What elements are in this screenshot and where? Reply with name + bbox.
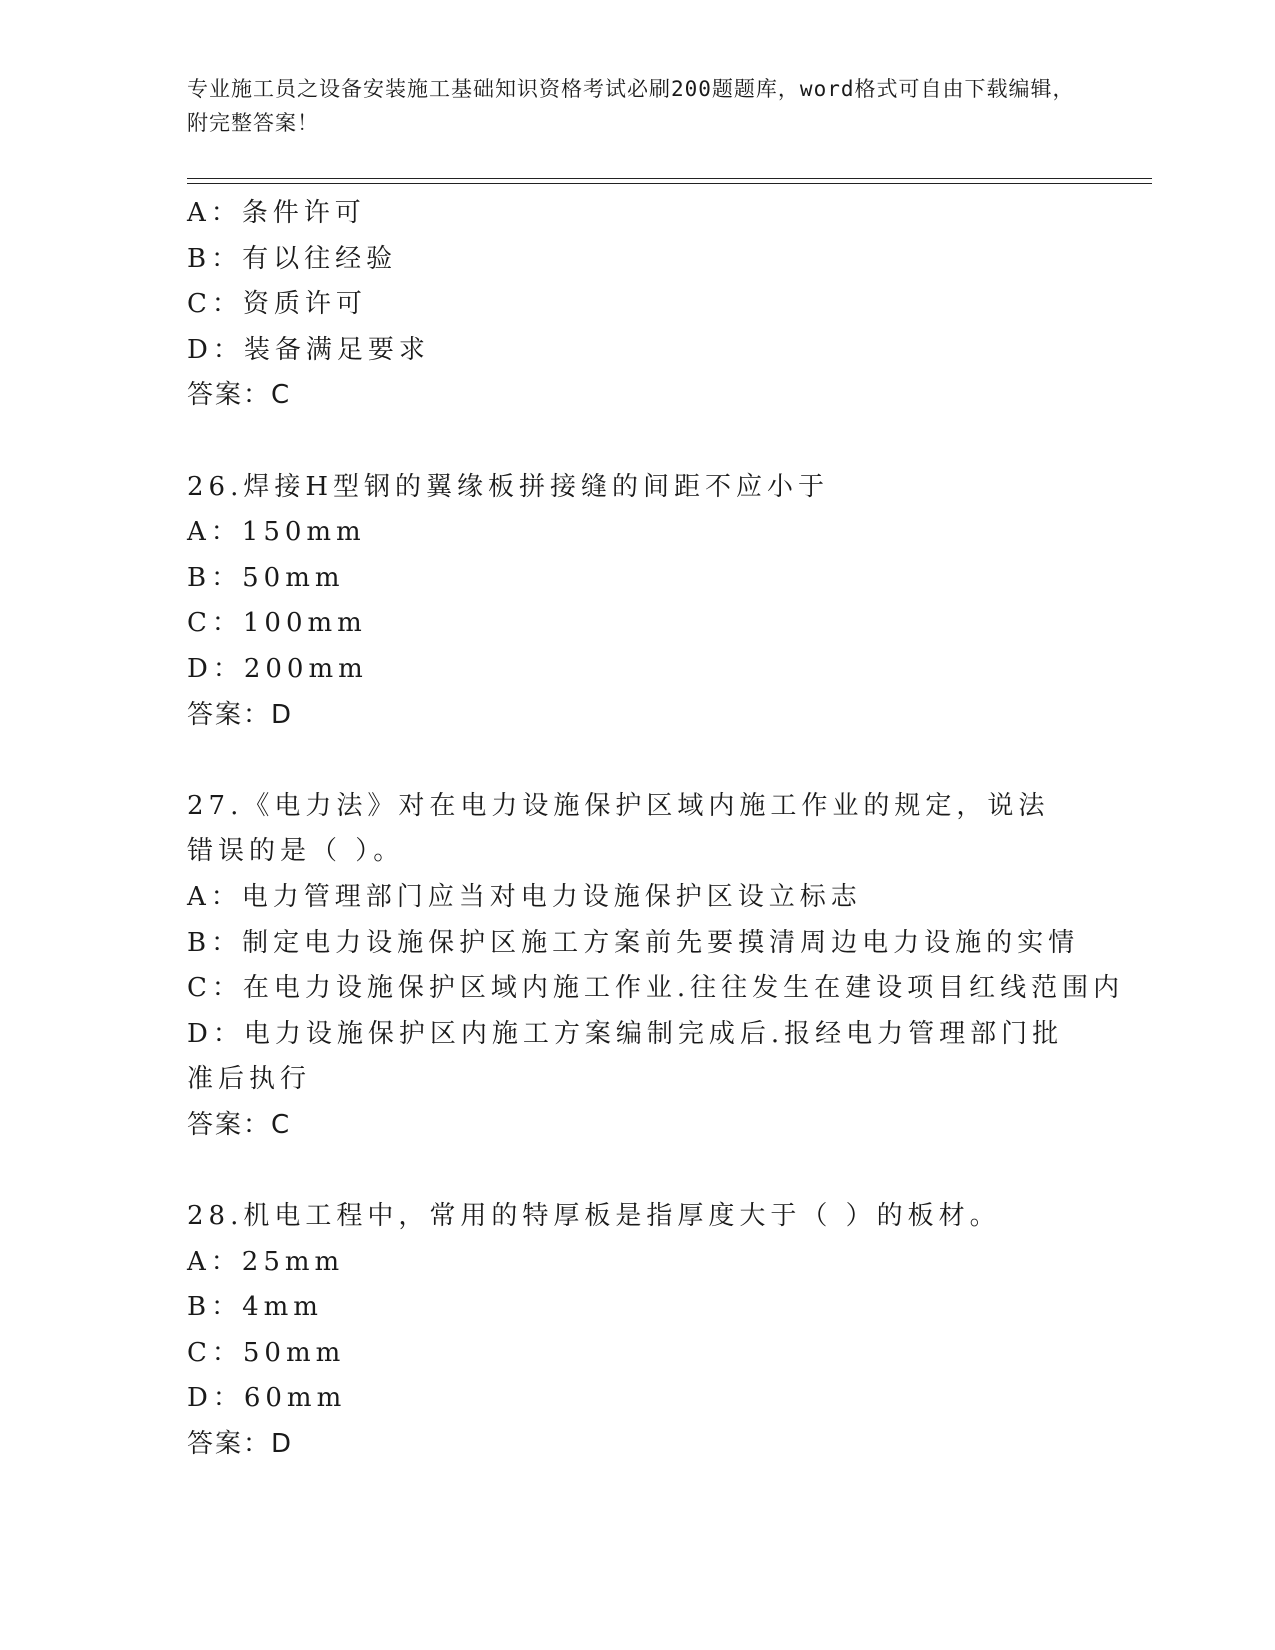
question-25-continued [187,191,1087,419]
option-b: B：4mm [187,1292,323,1323]
option-a: A：条件许可 [187,198,366,228]
option-a: A：电力管理部门应当对电力设施保护区设立标志 [187,881,862,912]
answer-label: 答案：C [187,380,292,411]
document-header: 专业施工员之设备安装施工基础知识资格考试必刷200题题库，word格式可自由下载编辑，附完整答案！ [187,77,1075,135]
option-b: B：50mm [187,562,345,593]
option-d: D：电力设施保护区内施工方案编制完成后.报经电力管理部门批准后执行 [187,1018,1064,1095]
option-a: A：25mm [187,1246,345,1277]
question-28 [187,1194,1087,1468]
option-b: B：制定电力设施保护区施工方案前先要摸清周边电力设施的实情 [187,927,1080,958]
question-26 [187,465,1087,739]
header-divider-bottom [187,183,1152,184]
question-stem: 27.《电力法》对在电力设施保护区域内施工作业的规定，说法错误的是（ ）。 [187,790,1050,867]
question-27 [187,784,1125,1149]
option-d: D：60mm [187,1383,347,1414]
option-a: A：150mm [187,517,366,548]
question-stem: 26.焊接H型钢的翼缘板拼接缝的间距不应小于 [187,471,830,502]
answer-label: 答案：C [187,1109,292,1140]
answer-label: 答案：D [187,1429,294,1460]
option-b: B：有以往经验 [187,243,398,274]
option-c: C：50mm [187,1337,346,1368]
option-c: C：在电力设施保护区域内施工作业.往往发生在建设项目红线范围内 [187,973,1125,1004]
question-stem: 28.机电工程中，常用的特厚板是指厚度大于（ ）的板材。 [187,1201,1001,1232]
header-divider-top [187,178,1152,179]
option-c: C：资质许可 [187,289,367,320]
option-c: C：100mm [187,608,367,639]
option-d: D：装备满足要求 [187,334,430,365]
option-d: D：200mm [187,653,368,684]
question-list [187,191,1125,1468]
answer-label: 答案：D [187,699,294,730]
